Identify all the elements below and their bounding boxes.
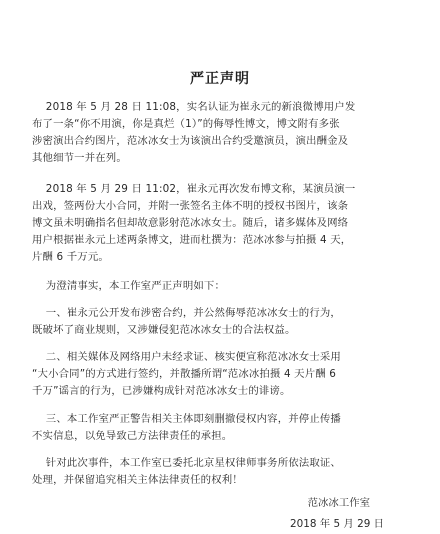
paragraph-line: “大小合同”的方式进行签约，并散播所谓“范冰冰拍摄 4 天片酬 6	[32, 368, 336, 380]
paragraph-line: 二、相关媒体及网络用户未经求证、核实便宣称范冰冰女士采用	[32, 351, 341, 363]
paragraph-line: 2018 年 5 月 29 日 11:02，崔永元再次发布博文称，某演员演一	[32, 183, 356, 195]
paragraph-line: 布了一条“你不用演，你是真烂（1）”的侮辱性博文，博文附有多张	[32, 118, 340, 130]
paragraph-4	[32, 305, 410, 339]
paragraph-2	[32, 181, 410, 266]
paragraph-line: 用户根据崔永元上述两条博文，进而杜撰为：范冰冰参与拍摄 4 天，	[32, 234, 352, 246]
paragraph-6	[32, 411, 410, 445]
signature-org: 范冰冰工作室	[307, 497, 370, 509]
paragraph-1	[32, 99, 410, 167]
paragraph-line: 其他细节一并在列。	[32, 152, 127, 164]
paragraph-line: 片酬 6 千万元。	[32, 251, 109, 263]
paragraph-line: 出戏，签两份大小合同，并附一张签名主体不明的授权书图片，该条	[32, 200, 349, 212]
paragraph-line: 博文虽未明确指名但却故意影射范冰冰女士。随后，诸多媒体及网络	[32, 217, 349, 229]
signature-date: 2018 年 5 月 29 日	[290, 518, 384, 530]
paragraph-line: 涉密演出合约图片，范冰冰女士为该演出合约受邀演员，演出酬金及	[32, 135, 349, 147]
paragraph-5	[32, 349, 410, 400]
paragraph-line: 三、本工作室严正警告相关主体即刻删撤侵权内容，并停止传播	[32, 413, 341, 425]
paragraph-3	[32, 278, 410, 295]
paragraph-line: 为澄清事实，本工作室严正声明如下：	[32, 280, 226, 292]
page-title: 严正声明	[190, 71, 250, 87]
paragraph-line: 一、崔永元公开发布涉密合约，并公然侮辱范冰冰女士的行为，	[32, 307, 341, 319]
paragraph-line: 处理，并保留追究相关主体法律责任的权利！	[32, 474, 243, 486]
paragraph-line: 针对此次事件，本工作室已委托北京星权律师事务所依法取证、	[32, 457, 341, 469]
paragraph-line: 千万”谣言的行为，已涉嫌构成针对范冰冰女士的诽谤。	[32, 385, 291, 397]
paragraph-line: 既破坏了商业规则，又涉嫌侵犯范冰冰女士的合法权益。	[32, 324, 296, 336]
paragraph-line: 2018 年 5 月 28 日 11:08，实名认证为崔永元的新浪微博用户发	[32, 101, 356, 113]
paragraph-7	[32, 455, 410, 489]
paragraph-line: 不实信息，以免导致己方法律责任的承担。	[32, 430, 233, 442]
